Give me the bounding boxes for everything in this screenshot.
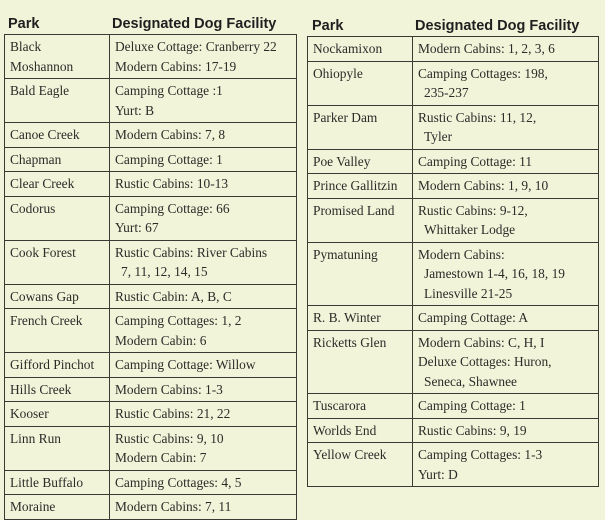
facility-cell [110, 426, 297, 470]
table-row [5, 495, 297, 520]
park-name: Promised Land [313, 202, 395, 218]
facility-cell [110, 196, 297, 240]
park-name: Moraine [10, 499, 56, 514]
table-row [5, 79, 297, 123]
park-name: Codorus [10, 200, 56, 216]
park-name-cell [5, 495, 110, 520]
park-name-cell [308, 330, 413, 394]
right-park-table [307, 36, 599, 487]
facility-cell [110, 147, 297, 172]
facility-cell [110, 470, 297, 495]
facility-line: Modern Cabins: 1-3 [115, 381, 223, 397]
park-name-cell [308, 149, 413, 174]
table-row [5, 123, 297, 148]
facility-line: Yurt: B [115, 102, 155, 118]
park-name: Nockamixon [313, 41, 383, 56]
facility-cell [413, 149, 599, 174]
park-name: French Creek [10, 313, 83, 328]
park-name-cell [308, 418, 413, 443]
facility-line: Seneca, Shawnee [424, 373, 517, 389]
facility-cell [110, 284, 297, 309]
park-name: Worlds End [313, 422, 377, 438]
table-row [308, 149, 599, 174]
facility-line: Tyler [424, 129, 453, 144]
table-row [5, 196, 297, 240]
facility-line: Camping Cottage :1 [115, 83, 223, 98]
facility-cell [110, 353, 297, 378]
table-row [308, 330, 599, 394]
park-name: Cowans Gap [10, 288, 79, 304]
table-row [5, 426, 297, 470]
park-name-cell [5, 123, 110, 148]
facility-line: Modern Cabin: 6 [115, 332, 207, 348]
park-name: Kooser [10, 406, 49, 421]
facility-line: Deluxe Cottage: Cranberry 22 [115, 39, 277, 54]
facility-line: Linesville 21-25 [424, 285, 513, 301]
table-row [5, 284, 297, 309]
header-facility: Designated Dog Facility [112, 16, 277, 32]
header-facility: Designated Dog Facility [415, 18, 580, 34]
facility-cell [110, 123, 297, 148]
facility-cell [110, 495, 297, 520]
facility-cell [413, 443, 599, 487]
table-row [5, 147, 297, 172]
table-row [5, 240, 297, 284]
park-name: Hills Creek [10, 381, 72, 397]
facility-cell [413, 174, 599, 199]
left-park-table [4, 34, 297, 520]
park-name: Linn Run [10, 430, 61, 446]
table-row [308, 443, 599, 487]
table-row [5, 35, 297, 79]
table-row [308, 394, 599, 419]
facility-cell [413, 105, 599, 149]
facility-line: Camping Cottages: 1-3 [418, 447, 543, 462]
facility-line: Rustic Cabins: 9, 19 [418, 422, 527, 438]
facility-line: Modern Cabin: 7 [115, 450, 207, 465]
park-name: Chapman [10, 151, 62, 167]
park-name: Ohiopyle [313, 65, 363, 81]
park-name-cell [308, 37, 413, 62]
park-name: Pymatuning [313, 246, 378, 262]
park-name: R. B. Winter [313, 310, 381, 325]
header-park: Park [8, 16, 40, 32]
park-name-cell [5, 353, 110, 378]
park-name-cell [308, 105, 413, 149]
facility-cell [110, 240, 297, 284]
facility-cell [110, 309, 297, 353]
park-name-cell [308, 61, 413, 105]
park-name-cell [5, 284, 110, 309]
park-name: Cook Forest [10, 244, 76, 260]
facility-cell [413, 306, 599, 331]
park-name-cell [5, 240, 110, 284]
park-name: Black [10, 39, 42, 54]
facility-line: Yurt: D [418, 466, 458, 482]
facility-cell [413, 394, 599, 419]
park-name: Prince Gallitzin [313, 178, 398, 193]
table-row [308, 61, 599, 105]
facility-line: Modern Cabins: 1, 9, 10 [418, 178, 549, 193]
facility-line: 7, 11, 12, 14, 15 [121, 264, 208, 279]
table-row [308, 306, 599, 331]
park-name-cell [308, 443, 413, 487]
facility-line: Modern Cabins: 7, 11 [115, 499, 232, 514]
facility-cell [413, 198, 599, 242]
table-row [308, 37, 599, 62]
park-name: Parker Dam [313, 109, 378, 125]
park-name-cell [308, 306, 413, 331]
facility-line: Camping Cottage: 66 [115, 200, 230, 216]
park-name: Bald Eagle [10, 83, 70, 98]
park-name-cell [308, 198, 413, 242]
table-row [308, 242, 599, 306]
facility-line: Modern Cabins: C, H, I [418, 334, 545, 350]
facility-line: Camping Cottage: 11 [418, 153, 533, 169]
facility-line: Camping Cottages: 4, 5 [115, 474, 242, 490]
facility-cell [110, 35, 297, 79]
facility-line: Modern Cabins: 17-19 [115, 58, 237, 74]
park-name-cell [308, 242, 413, 306]
facility-line: Rustic Cabins: 9-12, [418, 202, 528, 218]
right-table-block [307, 0, 599, 487]
facility-line: Whittaker Lodge [424, 222, 516, 237]
facility-cell [110, 172, 297, 197]
facility-cell [110, 402, 297, 427]
park-name: Clear Creek [10, 176, 75, 191]
facility-cell [413, 330, 599, 394]
facility-line: Rustic Cabins: 10-13 [115, 176, 229, 191]
right-table-body [308, 37, 599, 487]
park-name-cell [5, 172, 110, 197]
park-name-cell [308, 394, 413, 419]
facility-line: Rustic Cabins: River Cabins [115, 244, 268, 260]
facility-line: Camping Cottages: 198, [418, 65, 548, 81]
park-name: Tuscarora [313, 398, 367, 413]
park-name: Moshannon [10, 58, 74, 74]
facility-line: Deluxe Cottages: Huron, [418, 354, 552, 369]
facility-cell [110, 79, 297, 123]
left-table-block [4, 0, 297, 520]
park-name: Poe Valley [313, 153, 371, 169]
facility-line: Camping Cottage: 1 [418, 398, 526, 413]
facility-line: Camping Cottage: A [418, 310, 529, 325]
park-name-cell [5, 309, 110, 353]
park-name: Canoe Creek [10, 127, 80, 142]
park-name: Little Buffalo [10, 474, 84, 490]
table-row [308, 105, 599, 149]
table-row [308, 198, 599, 242]
facility-line: Camping Cottages: 1, 2 [115, 313, 242, 328]
facility-line: Rustic Cabins: 9, 10 [115, 430, 224, 446]
table-row [5, 402, 297, 427]
facility-cell [413, 418, 599, 443]
facility-line: Rustic Cabin: A, B, C [115, 288, 232, 304]
facility-line: Modern Cabins: 7, 8 [115, 127, 226, 142]
park-name-cell [5, 196, 110, 240]
park-name-cell [5, 377, 110, 402]
header-park: Park [312, 18, 344, 34]
facility-line: 235-237 [424, 85, 469, 100]
facility-line: Yurt: 67 [115, 220, 159, 235]
facility-line: Rustic Cabins: 21, 22 [115, 406, 231, 421]
table-row [5, 309, 297, 353]
table-row [308, 418, 599, 443]
park-name-cell [5, 79, 110, 123]
park-name-cell [5, 426, 110, 470]
park-name: Ricketts Glen [313, 334, 387, 350]
park-name-cell [5, 35, 110, 79]
park-name-cell [5, 470, 110, 495]
park-name-cell [5, 147, 110, 172]
facility-line: Modern Cabins: [418, 246, 505, 262]
facility-cell [413, 37, 599, 62]
facility-line: Modern Cabins: 1, 2, 3, 6 [418, 41, 555, 56]
park-name-cell [308, 174, 413, 199]
park-name-cell [5, 402, 110, 427]
facility-line: Camping Cottage: 1 [115, 151, 223, 167]
table-row [5, 353, 297, 378]
table-row [308, 174, 599, 199]
right-table-header [307, 0, 599, 36]
facility-line: Camping Cottage: Willow [115, 357, 256, 372]
park-name: Yellow Creek [313, 447, 387, 462]
facility-cell [413, 61, 599, 105]
table-row [5, 377, 297, 402]
facility-line: Jamestown 1-4, 16, 18, 19 [424, 266, 565, 281]
left-table-body [5, 35, 297, 520]
left-table-header [4, 0, 297, 34]
facility-cell [413, 242, 599, 306]
park-name: Gifford Pinchot [10, 357, 95, 372]
facility-line: Rustic Cabins: 11, 12, [418, 109, 537, 125]
facility-cell [110, 377, 297, 402]
table-row [5, 172, 297, 197]
table-row [5, 470, 297, 495]
